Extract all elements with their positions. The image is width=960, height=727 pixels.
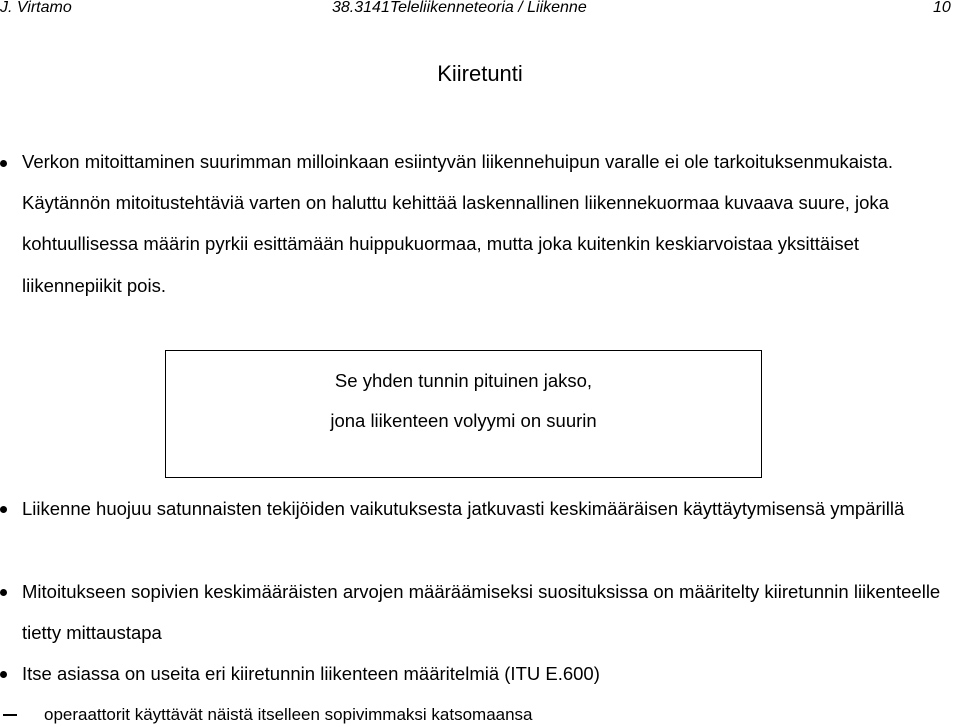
bullet-paragraph-3: Mitoitukseen sopivien keskimääräisten arvojen määräämiseksi suosituksissa on määritelty kiiretunnin liikenteelle tietty mittaustapa	[22, 581, 941, 644]
sub-bullet-text: operaattorit käyttävät näistä itselleen sopivimmaksi katsomaansa	[44, 705, 533, 724]
header-page-number: 10	[933, 0, 951, 16]
definition-line-2: jona liikenteen volyymi on suurin	[330, 410, 597, 431]
bullet-dot-icon	[0, 160, 7, 167]
bullet-dot-icon	[0, 671, 7, 678]
dash-bullet-icon	[3, 714, 17, 716]
bullet-dot-icon	[0, 589, 7, 596]
bullet-paragraph-2: Liikenne huojuu satunnaisten tekijöiden vaikutuksesta jatkuvasti keskimääräisen käyttäytymisensä ympärillä	[22, 498, 905, 519]
definition-box	[165, 350, 762, 478]
page-header	[0, 0, 960, 20]
bullet-paragraph-1: Verkon mitoittaminen suurimman milloinkaan esiintyvän liikennehuipun varalle ei ole tarkoituksenmukaista. Käytännön mitoitustehtäviä varten on haluttu kehittää laskennallinen liikennekuormaa kuvaava suure, joka kohtuullisessa määrin pyrkii esittämään huippukuormaa, mutta joka kuitenkin keskiarvoistaa yksittäiset liikennepiikit pois.	[22, 151, 893, 296]
bullet-dot-icon	[0, 506, 7, 513]
definition-line-1: Se yhden tunnin pituinen jakso,	[334, 370, 593, 391]
page-title: Kiiretunti	[437, 61, 523, 86]
bullet-paragraph-4: Itse asiassa on useita eri kiiretunnin liikenteen määritelmiä (ITU E.600)	[22, 663, 600, 684]
header-author: J. Virtamo	[0, 0, 72, 16]
header-course: 38.3141Teleliikenneteoria / Liikenne	[332, 0, 587, 16]
